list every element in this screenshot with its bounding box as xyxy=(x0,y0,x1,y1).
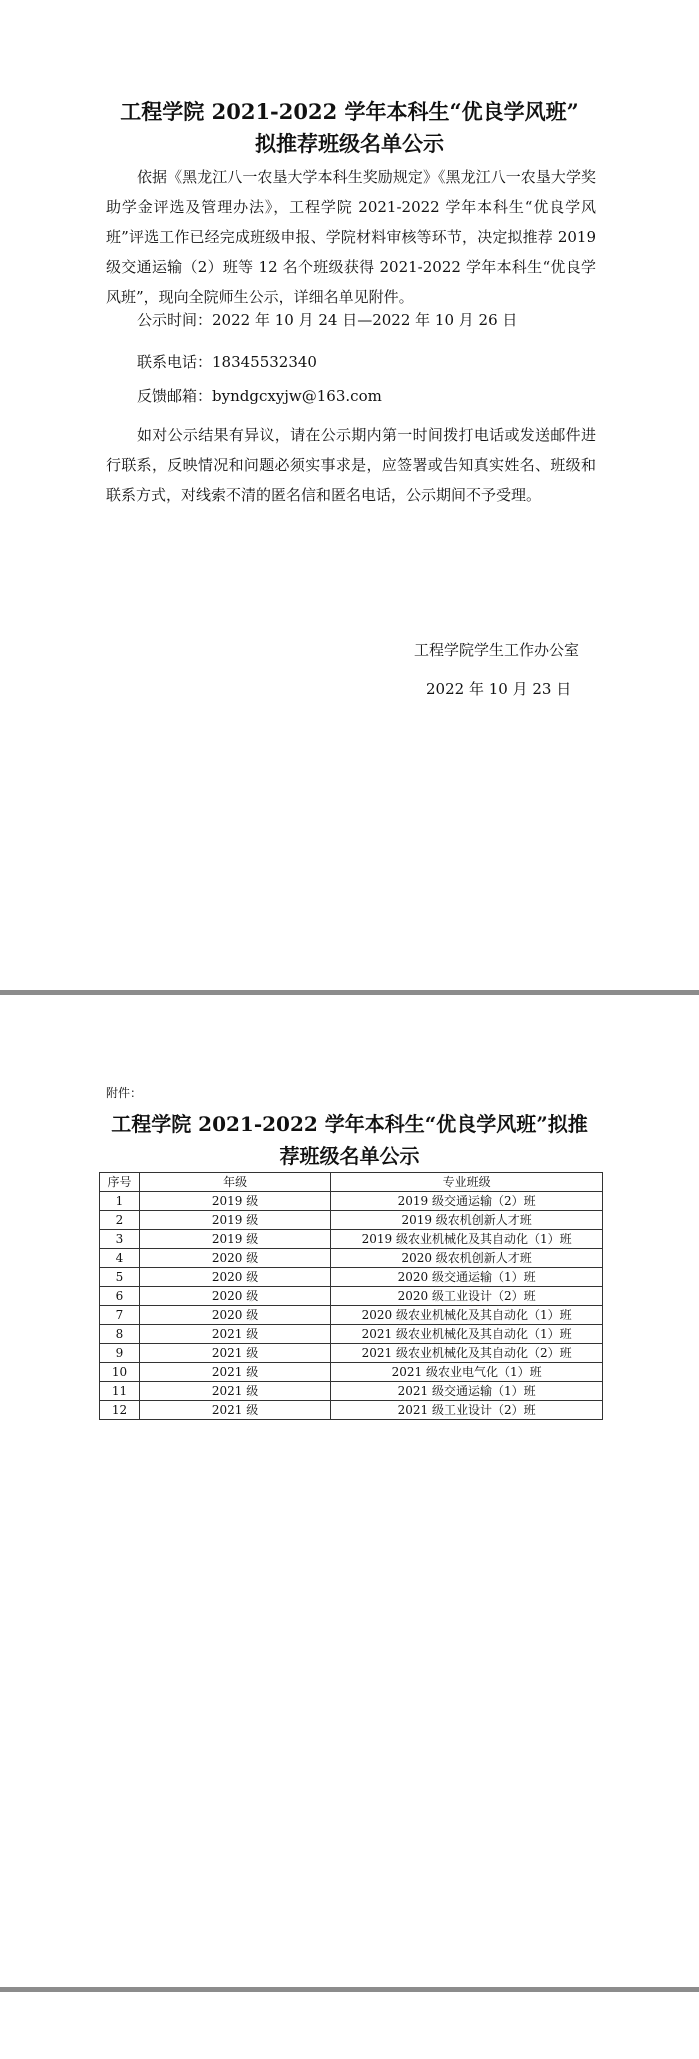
cell-class: 2019 级农业机械化及其自动化（1）班 xyxy=(331,1230,603,1249)
cell-index: 5 xyxy=(100,1268,140,1287)
cell-grade: 2020 级 xyxy=(139,1287,330,1306)
notice-page xyxy=(0,0,699,990)
cell-class: 2021 级交通运输（1）班 xyxy=(331,1382,603,1401)
attachment-label: 附件： xyxy=(106,1086,143,1100)
attachment-title-line1: 工程学院 2021-2022 学年本科生“优良学风班”拟推 xyxy=(111,1112,588,1136)
table-row xyxy=(100,1287,603,1306)
table-row xyxy=(100,1268,603,1287)
header-class: 专业班级 xyxy=(331,1173,603,1192)
cell-grade: 2020 级 xyxy=(139,1249,330,1268)
cell-grade: 2021 级 xyxy=(139,1344,330,1363)
cell-class: 2021 级农业机械化及其自动化（1）班 xyxy=(331,1325,603,1344)
cell-index: 4 xyxy=(100,1249,140,1268)
cell-class: 2021 级工业设计（2）班 xyxy=(331,1401,603,1420)
cell-grade: 2020 级 xyxy=(139,1268,330,1287)
notice-period: 公示时间：2022 年 10 月 24 日—2022 年 10 月 26 日 xyxy=(137,311,518,329)
cell-grade: 2021 级 xyxy=(139,1382,330,1401)
table-row xyxy=(100,1192,603,1211)
cell-class: 2020 级工业设计（2）班 xyxy=(331,1287,603,1306)
cell-index: 12 xyxy=(100,1401,140,1420)
notice-paragraph-objection: 如对公示结果有异议，请在公示期内第一时间拨打电话或发送邮件进行联系，反映情况和问题必须实事求是，应签署或告知真实姓名、班级和联系方式，对线索不清的匿名信和匿名电话，公示期间不予受理。 xyxy=(106,426,596,504)
notice-title-line2: 拟推荐班级名单公示 xyxy=(255,131,444,156)
header-grade: 年级 xyxy=(139,1173,330,1192)
cell-class: 2020 级交通运输（1）班 xyxy=(331,1268,603,1287)
cell-grade: 2020 级 xyxy=(139,1306,330,1325)
cell-grade: 2019 级 xyxy=(139,1192,330,1211)
table-row xyxy=(100,1344,603,1363)
cell-index: 1 xyxy=(100,1192,140,1211)
cell-index: 3 xyxy=(100,1230,140,1249)
cell-grade: 2021 级 xyxy=(139,1401,330,1420)
notice-title-line1: 工程学院 2021-2022 学年本科生“优良学风班” xyxy=(120,99,579,124)
cell-index: 9 xyxy=(100,1344,140,1363)
notice-email: 反馈邮箱：byndgcxyjw@163.com xyxy=(137,387,382,405)
table-header-row xyxy=(100,1173,603,1192)
table-row xyxy=(100,1401,603,1420)
cell-index: 2 xyxy=(100,1211,140,1230)
signature-date: 2022 年 10 月 23 日 xyxy=(426,680,572,698)
cell-index: 10 xyxy=(100,1363,140,1382)
cell-class: 2019 级交通运输（2）班 xyxy=(331,1192,603,1211)
cell-class: 2020 级农业机械化及其自动化（1）班 xyxy=(331,1306,603,1325)
table-row xyxy=(100,1382,603,1401)
cell-class: 2019 级农机创新人才班 xyxy=(331,1211,603,1230)
cell-grade: 2021 级 xyxy=(139,1363,330,1382)
cell-class: 2021 级农业机械化及其自动化（2）班 xyxy=(331,1344,603,1363)
class-list-table xyxy=(99,1172,603,1420)
header-index: 序号 xyxy=(100,1173,140,1192)
signature-org: 工程学院学生工作办公室 xyxy=(414,641,580,659)
cell-class: 2020 级农机创新人才班 xyxy=(331,1249,603,1268)
table-row xyxy=(100,1230,603,1249)
notice-paragraph-basis: 依据《黑龙江八一农垦大学本科生奖励规定》《黑龙江八一农垦大学奖助学金评选及管理办法》，工程学院 2021-2022 学年本科生“优良学风班”评选工作已经完成班级申报、学院材料审核等环节，决定拟推荐 2019 级交通运输（2）班等 12 名个班级获得 2021-2022 学年本科生“优良学风班”，现向全院师生公示，详细名单见附件。 xyxy=(106,168,596,306)
attachment-title-line2: 荐班级名单公示 xyxy=(279,1144,420,1168)
cell-grade: 2019 级 xyxy=(139,1211,330,1230)
cell-class: 2021 级农业电气化（1）班 xyxy=(331,1363,603,1382)
notice-phone: 联系电话：18345532340 xyxy=(137,353,317,371)
cell-index: 7 xyxy=(100,1306,140,1325)
table-row xyxy=(100,1325,603,1344)
page-separator-bottom xyxy=(0,1987,699,1992)
cell-grade: 2019 级 xyxy=(139,1230,330,1249)
cell-index: 11 xyxy=(100,1382,140,1401)
table-row xyxy=(100,1249,603,1268)
cell-index: 6 xyxy=(100,1287,140,1306)
cell-index: 8 xyxy=(100,1325,140,1344)
cell-grade: 2021 级 xyxy=(139,1325,330,1344)
table-row xyxy=(100,1363,603,1382)
table-row xyxy=(100,1306,603,1325)
table-row xyxy=(100,1211,603,1230)
